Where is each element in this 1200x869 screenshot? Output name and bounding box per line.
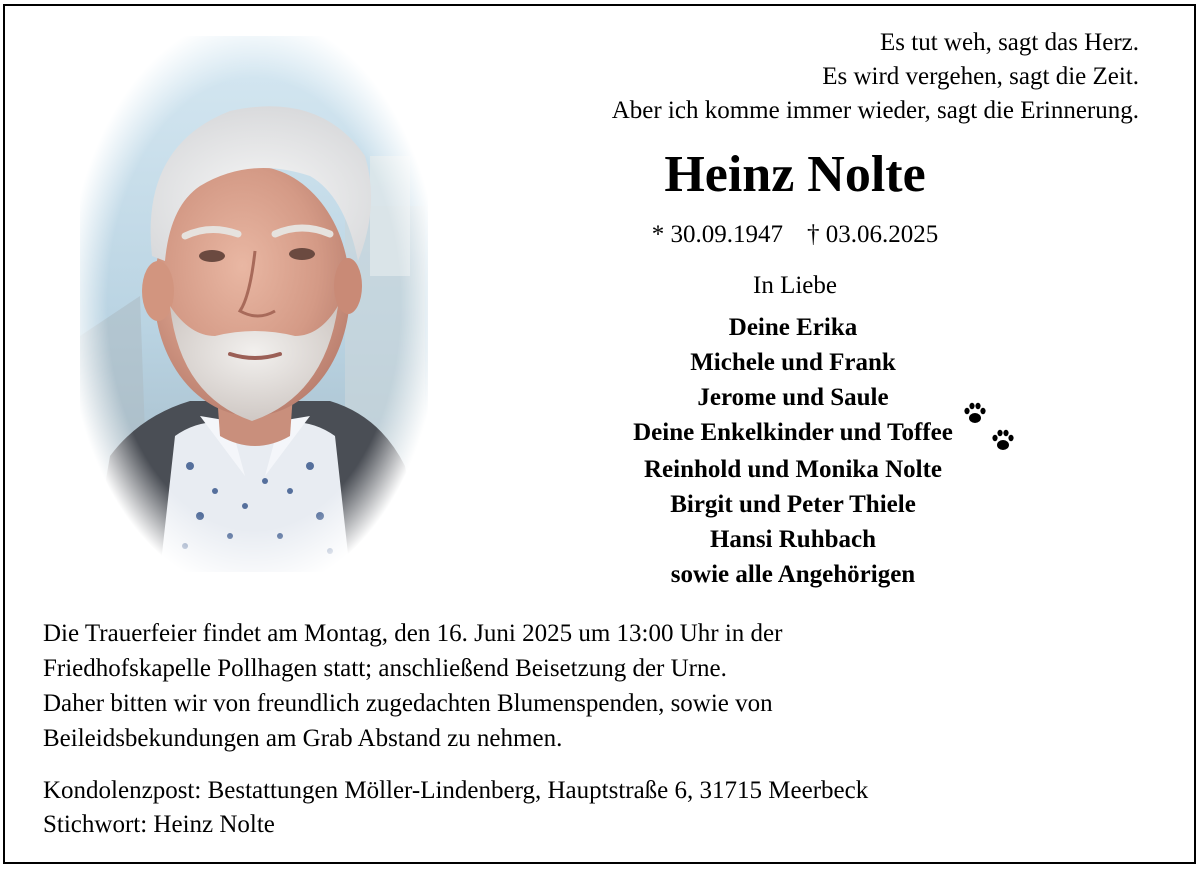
in-love-label: In Liebe (753, 272, 837, 299)
service-line: Die Trauerfeier findet am Montag, den 16. Juni 2025 um 13:00 Uhr in der (43, 620, 783, 647)
mourner-line: Jerome und Saule (697, 384, 889, 411)
birth-date: * 30.09.1947 (651, 221, 783, 248)
mourner-line: Deine Erika (728, 314, 858, 341)
service-line: Friedhofskapelle Pollhagen statt; anschließend Beisetzung der Urne. (43, 655, 727, 682)
condolence-contact (43, 774, 868, 842)
service-line: Daher bitten wir von freundlich zugedachten Blumenspenden, sowie von (43, 690, 773, 717)
mourner-line: sowie alle Angehörigen (670, 561, 916, 588)
life-dates (440, 217, 1150, 253)
portrait-photo (80, 36, 428, 572)
mourner-line: Hansi Ruhbach (709, 526, 877, 553)
contact-line: Stichwort: Heinz Nolte (43, 811, 275, 838)
service-line: Beileidsbekundungen am Grab Abstand zu nehmen. (43, 725, 563, 752)
deceased-name: Heinz Nolte (664, 146, 926, 203)
mourner-line: Reinhold und Monika Nolte (644, 456, 942, 483)
poem-line: Es tut weh, sagt das Herz. (880, 29, 1139, 56)
mourners-list (440, 310, 1146, 592)
poem-line: Aber ich komme immer wieder, sagt die Erinnerung. (611, 97, 1139, 124)
poem-line: Es wird vergehen, sagt die Zeit. (822, 63, 1139, 90)
mourner-line: Michele und Frank (690, 349, 896, 376)
paw-print-icon (962, 401, 988, 427)
paw-print-icon (990, 428, 1016, 454)
death-date: † 03.06.2025 (807, 221, 939, 248)
contact-line: Kondolenzpost: Bestattungen Möller-Lindenberg, Hauptstraße 6, 31715 Meerbeck (43, 777, 869, 804)
mourner-line: Deine Enkelkinder und Toffee (633, 419, 953, 446)
service-info (43, 616, 782, 756)
mourner-line: Birgit und Peter Thiele (670, 491, 916, 518)
poem (612, 26, 1139, 128)
